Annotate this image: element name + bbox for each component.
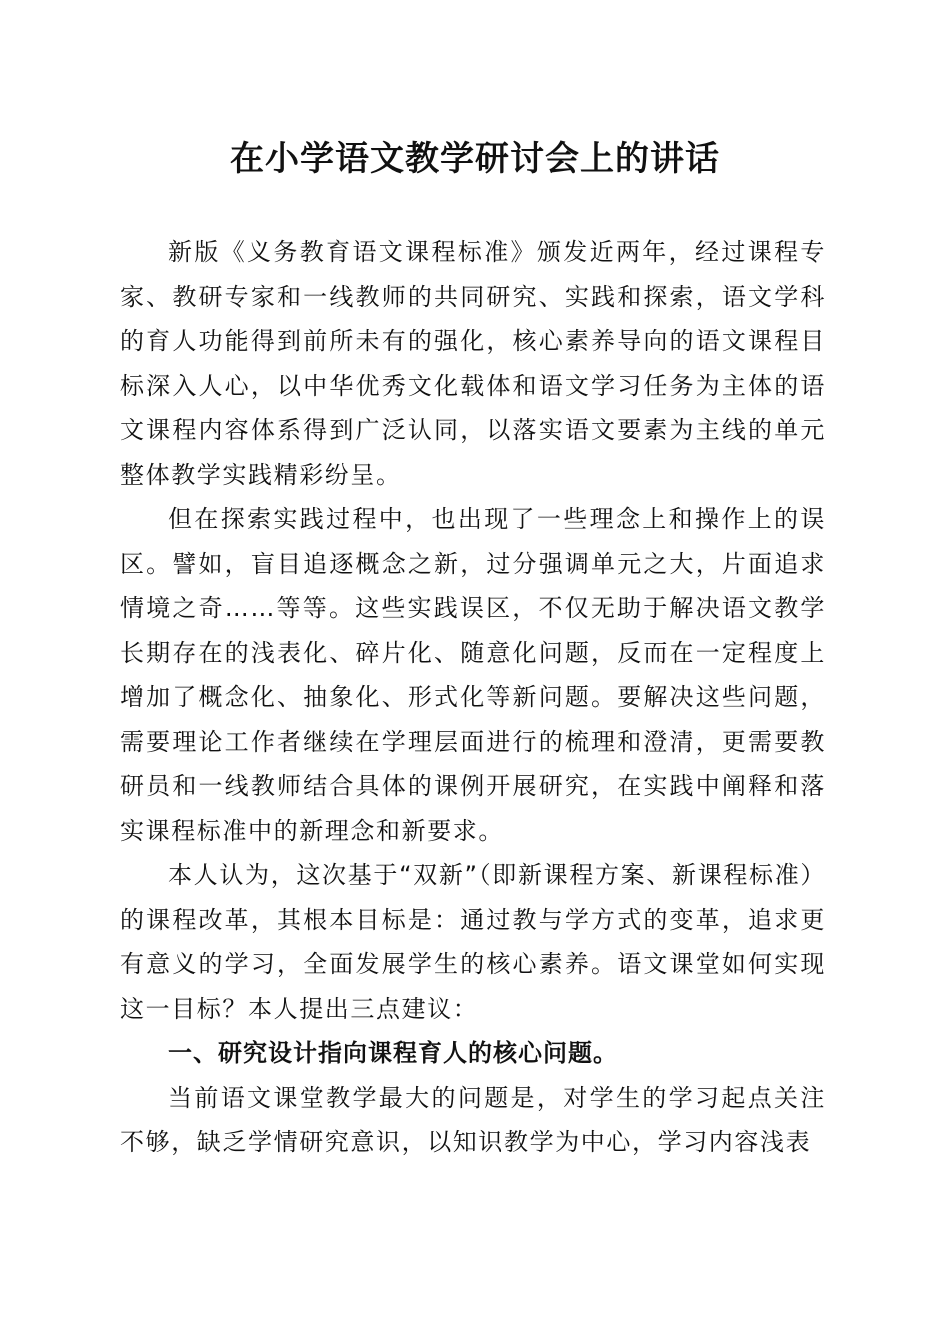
document-body: [120, 230, 826, 1165]
paragraph-goal: 本人认为，这次基于“双新”（即新课程方案、新课程标准）的课程改革，其根本目标是：通过教与学方式的变革，追求更有意义的学习，全面发展学生的核心素养。语文课堂如何实现这一目标？本人提出三点建议：: [120, 861, 826, 1023]
section-heading: 一、研究设计指向课程育人的核心问题。: [168, 1039, 618, 1067]
document-title: 在小学语文教学研讨会上的讲话: [230, 139, 720, 179]
paragraph-misconceptions: 但在探索实践过程中，也出现了一些理念上和操作上的误区。譬如，盲目追逐概念之新，过分强调单元之大，片面追求情境之奇……等等。这些实践误区，不仅无助于解决语文教学长期存在的浅表化、碎片化、随意化问题，反而在一定程度上增加了概念化、抽象化、形式化等新问题。要解决这些问题，需要理论工作者继续在学理层面进行的梳理和澄清，更需要教研员和一线教师结合具体的课例开展研究，在实践中阐释和落实课程标准中的新理念和新要求。: [120, 505, 826, 845]
paragraph-intro: 新版《义务教育语文课程标准》颁发近两年，经过课程专家、教研专家和一线教师的共同研究、实践和探索，语文学科的育人功能得到前所未有的强化，核心素养导向的语文课程目标深入人心，以中华优秀文化载体和语文学习任务为主体的语文课程内容体系得到广泛认同，以落实语文要素为主线的单元整体教学实践精彩纷呈。: [120, 238, 826, 489]
paragraph-section-1: 当前语文课堂教学最大的问题是，对学生的学习起点关注不够，缺乏学情研究意识，以知识教学为中心，学习内容浅表: [120, 1083, 826, 1156]
